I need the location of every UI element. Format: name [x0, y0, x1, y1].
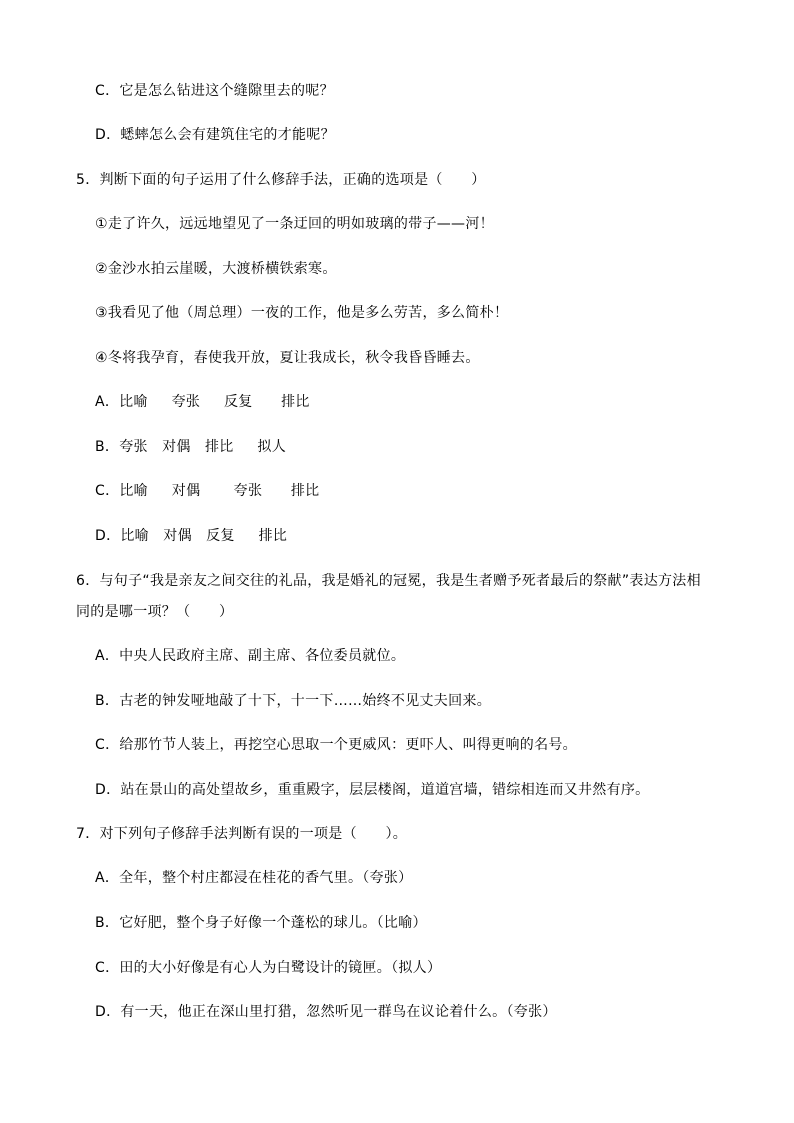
option-c: C．比喻 对偶 夸张 排比: [95, 483, 320, 499]
option-b: B．夸张 对偶 排比 拟人: [95, 439, 287, 455]
question-5-stem: 5．判断下面的句子运用了什么修辞手法，正确的选项是（ ）: [76, 172, 486, 188]
option-c: C．它是怎么钻进这个缝隙里去的呢？: [95, 83, 334, 99]
question-6-stem-continued: 同的是哪一项？（ ）: [76, 604, 234, 620]
option-d: D．比喻 对偶 反复 排比: [95, 528, 288, 544]
question-7-stem: 7．对下列句子修辞手法判断有误的一项是（ ）。: [76, 826, 408, 842]
question-6-stem: 6．与句子“我是亲友之间交往的礼品，我是婚礼的冠冕，我是生者赠予死者最后的祭献”表达方法相: [76, 573, 701, 589]
option-a: A．比喻 夸张 反复 排比: [95, 394, 310, 410]
option-d: D．有一天，他正在深山里打猎，忽然听见一群鸟在议论着什么。（夸张）: [95, 1004, 557, 1020]
option-b: B．古老的钟发哑地敲了十下，十一下……始终不见丈夫回来。: [95, 693, 492, 709]
sentence-4: ④冬将我孕育，春使我开放，夏让我成长，秋令我昏昏睡去。: [95, 350, 480, 366]
option-d: D．蟋蟀怎么会有建筑住宅的才能呢？: [95, 127, 335, 143]
option-c: C．田的大小好像是有心人为白鹭设计的镜匣。（拟人）: [95, 960, 442, 976]
option-b: B．它好肥，整个身子好像一个蓬松的球儿。（比喻）: [95, 915, 427, 931]
sentence-2: ②金沙水拍云崖暖，大渡桥横铁索寒。: [95, 261, 337, 277]
option-a: A．中央人民政府主席、副主席、各位委员就位。: [95, 648, 406, 664]
sentence-1: ①走了许久，远远地望见了一条迂回的明如玻璃的带子——河！: [95, 216, 494, 232]
option-c: C．给那竹节人装上，再挖空心思取一个更威风：更吓人、叫得更响的名号。: [95, 737, 577, 753]
option-d: D．站在景山的高处望故乡，重重殿字，层层楼阁，道道宫墙，错综相连而又井然有序。: [95, 782, 650, 798]
sentence-3: ③我看见了他（周总理）一夜的工作，他是多么劳苦，多么简朴！: [95, 305, 509, 321]
option-a: A．全年，整个村庄都浸在桂花的香气里。（夸张）: [95, 870, 413, 886]
